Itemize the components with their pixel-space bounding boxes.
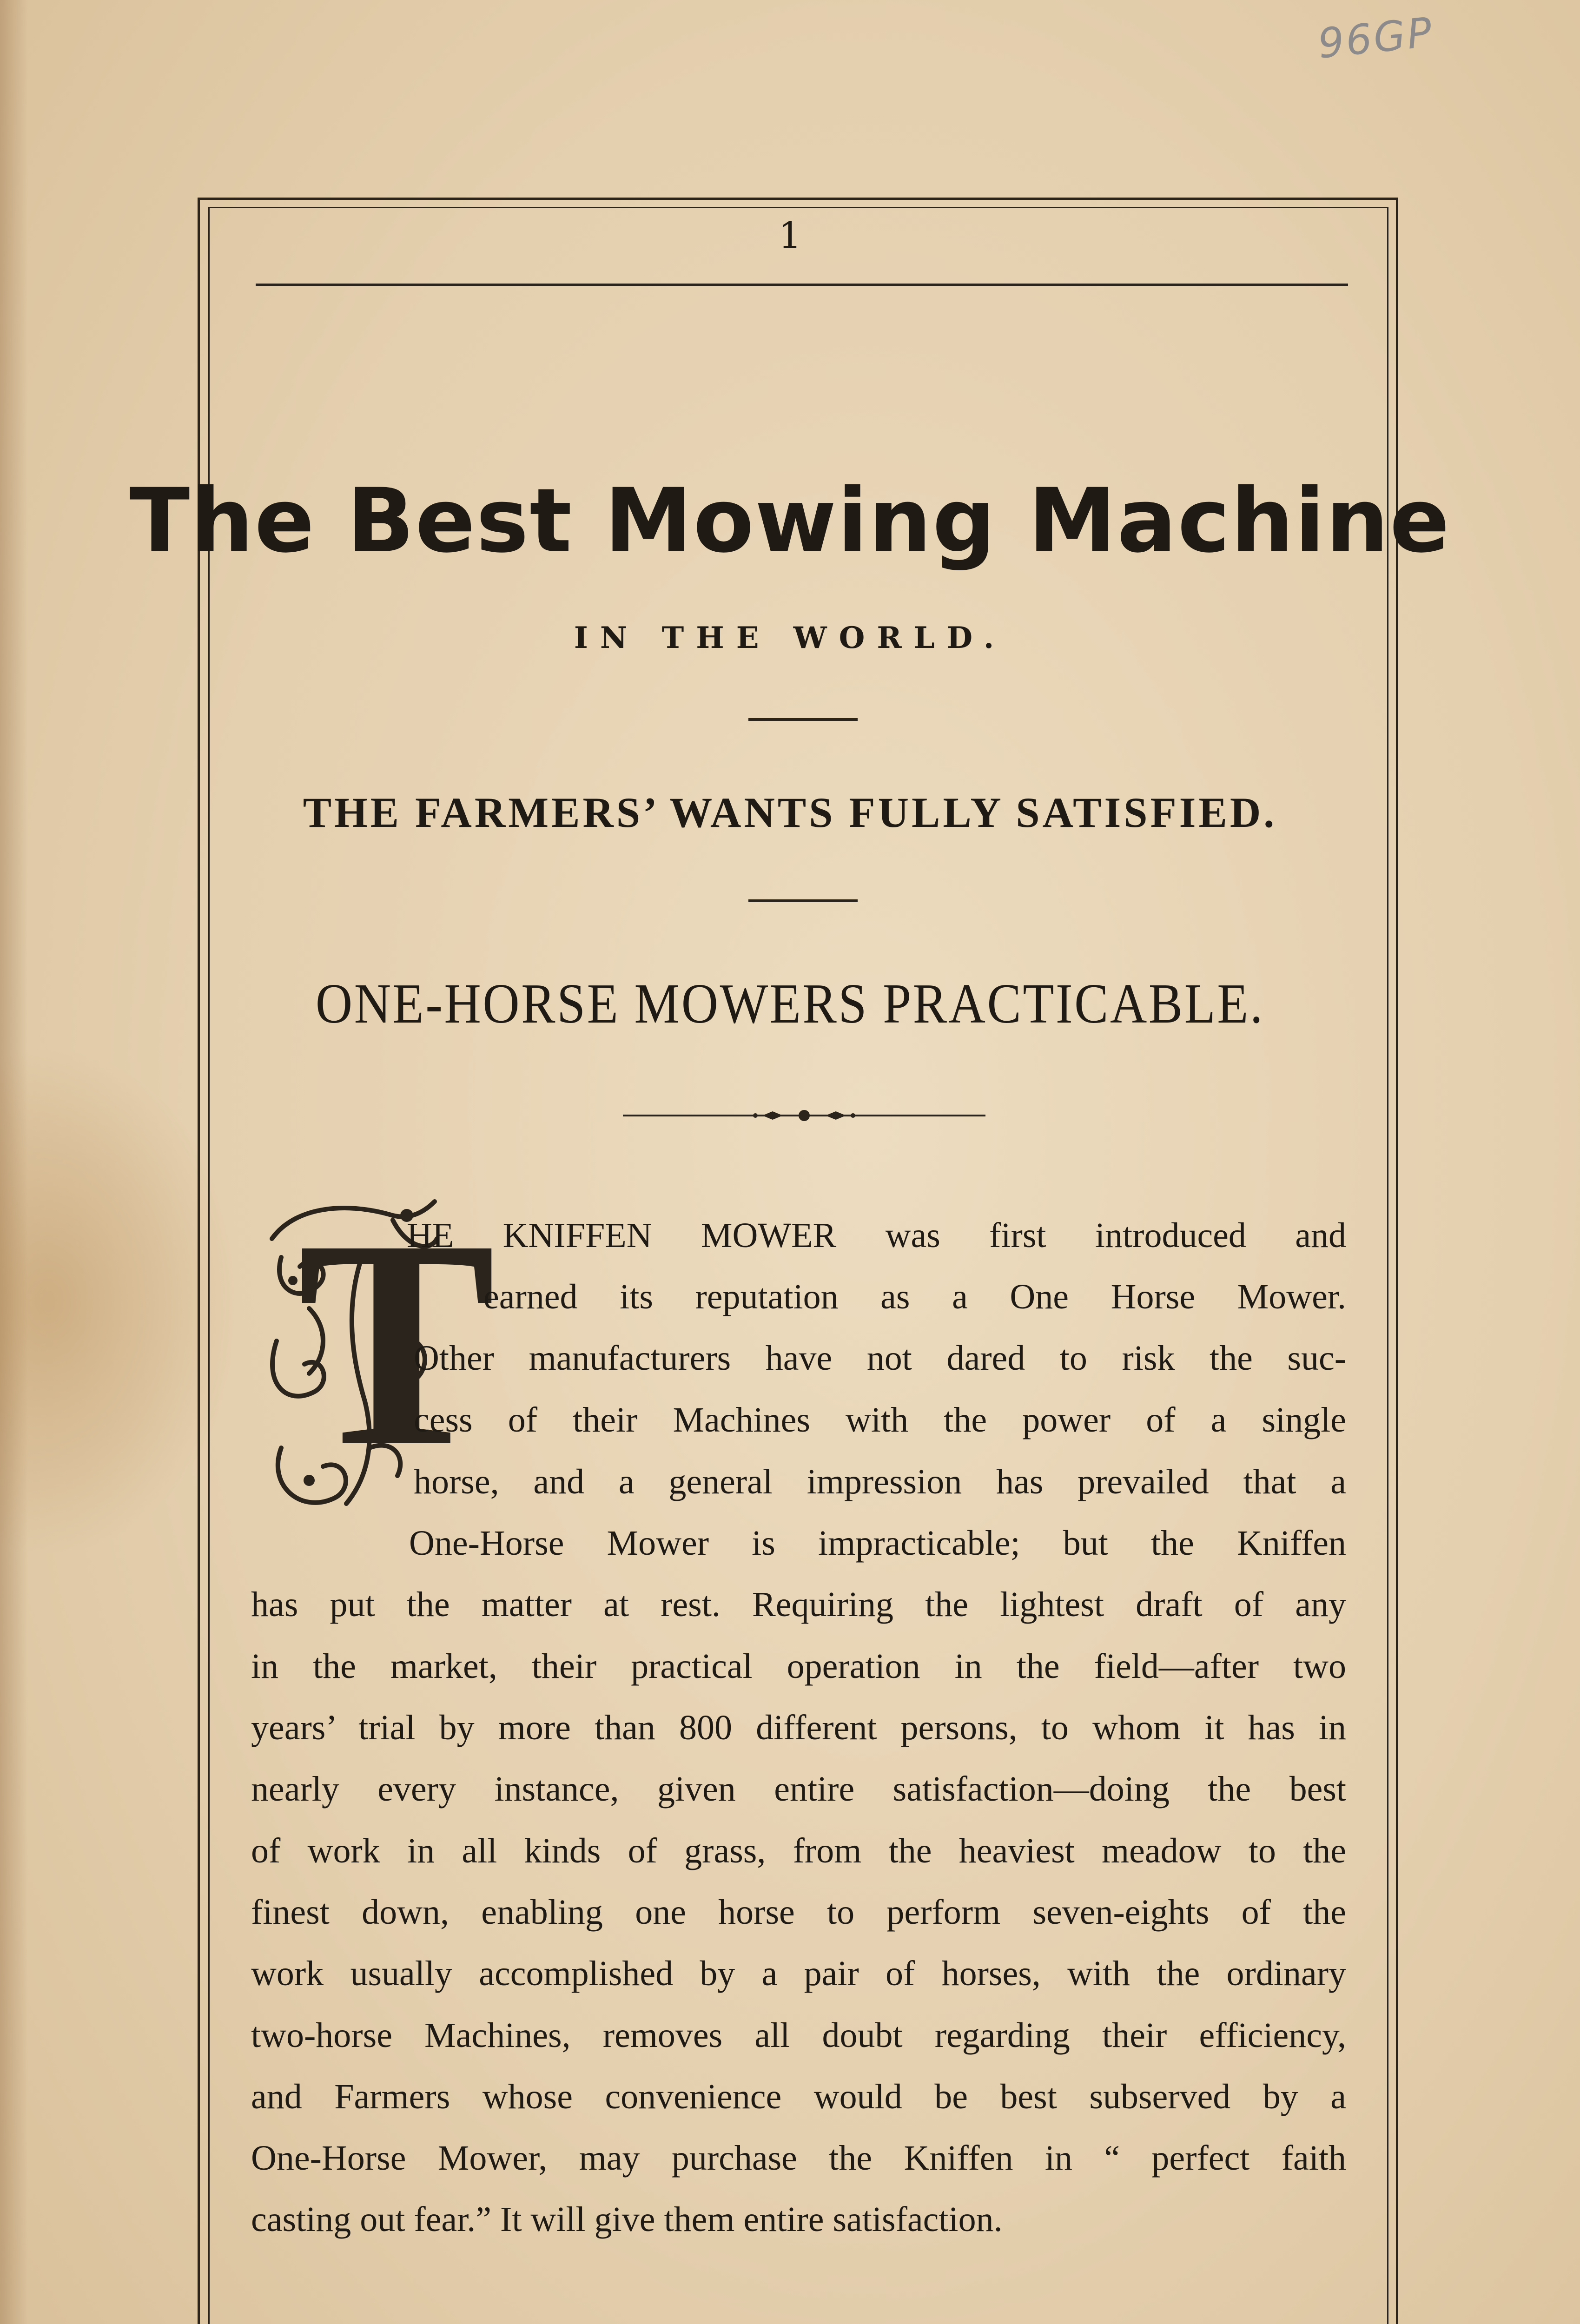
body-line: has put the matter at rest. Requiring the lightest draft of any [251,1585,1346,1624]
body-line: One-Horse Mower is impracticable; but the Kniffen [409,1524,1346,1563]
body-line: finest down, enabling one horse to perform seven-eights of the [251,1893,1346,1932]
body-line: Other manufacturers have not dared to risk the suc- [414,1339,1346,1378]
body-line: two-horse Machines, removes all doubt regarding their efficiency, [251,2016,1346,2055]
dropcap-letter: T [297,1179,496,1508]
divider-rule-2 [748,899,858,902]
body-line: nearly every instance, given entire satisfaction—doing the best [251,1769,1346,1809]
body-line: horse, and a general impression has prevailed that a [414,1462,1346,1501]
body-line: of work in all kinds of grass, from the heaviest meadow to the [251,1831,1346,1870]
page-title: The Best Mowing Machine [129,469,1451,572]
divider-rule-1 [748,718,858,721]
body-line: HE KNIFFEN MOWER was first introduced and [407,1216,1346,1255]
body-line: years’ trial by more than 800 different persons, to whom it has in [251,1708,1346,1747]
body-line: and Farmers whose convenience would be best subserved by a [251,2077,1346,2116]
ornament-divider [623,1106,985,1125]
body-line: cess of their Machines with the power of a single [414,1400,1346,1439]
body-line: earned its reputation as a One Horse Mower. [483,1277,1346,1316]
tagline: THE FARMERS’ WANTS FULLY SATISFIED. [303,789,1277,836]
body-line: One-Horse Mower, may purchase the Kniffen in “ perfect faith [251,2139,1346,2178]
catalog-mark: 96GP [1316,8,1436,68]
page-subtitle: IN THE WORLD. [574,621,1006,655]
body-line: in the market, their practical operation in the field—after two [251,1647,1346,1686]
header-rule [256,284,1348,286]
body-line: work usually accomplished by a pair of horses, with the ordinary [251,1954,1346,1993]
body-line: casting out fear.” It will give them entire satisfaction. [251,2200,1003,2239]
page-number: 1 [778,215,802,257]
section-heading: ONE-HORSE MOWERS PRACTICABLE. [315,972,1265,1035]
